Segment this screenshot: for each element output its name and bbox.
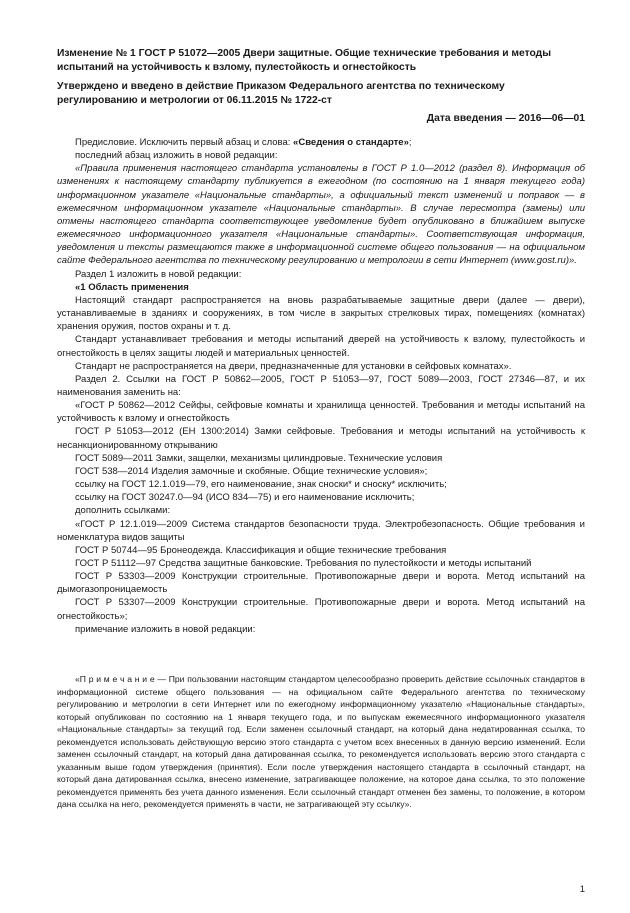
paragraph: Раздел 2. Ссылки на ГОСТ Р 50862—2005, ГОСТ Р 51053—97, ГОСТ 5089—2003, ГОСТ 27346—87, и их наименования заменить на:: [57, 373, 585, 398]
paragraph: дополнить ссылками:: [75, 505, 171, 517]
reference-item: ГОСТ 538—2014 Изделия замочные и скобяные. Общие технические условия»;: [75, 465, 428, 477]
amendment-body: [57, 136, 585, 636]
paragraph-quote: «Правила применения настоящего стандарта установлены в ГОСТ Р 1.0—2012 (раздел 8). Информация об изменениях к настоящему стандарту публикуется в ежегодном (по состоянию на 1 января текущего года) информационном указателе «Национальные стандарты», а официальный текст изменений и поправок — в ежемесячном информационном указателе «Национальные стандарты». В случае пересмотра (замены) или отмены настоящего стандарта соответствующее уведомление будет опубликовано в ближайшем выпуске ежемесячного информационного указателя «Национальные стандарты». Соответствующая информация, уведомления и тексты размещаются также в информационной системе общего пользования — на официальном сайте Федерального агентства по техническому регулированию и метрологии в сети Интернет (www.gost.ru)».: [57, 163, 585, 267]
section-heading: «1 Область применения: [75, 281, 189, 293]
reference-item: ГОСТ Р 51112—97 Средства защитные банковские. Требования по пулестойкости и методы испытаний: [75, 558, 532, 569]
reference-item: ГОСТ Р 51053—2012 (ЕН 1300:2014) Замки сейфовые. Требования и методы испытаний на устойчивость к несанкционированному открыванию: [57, 426, 585, 451]
approval-statement: Утверждено и введено в действие Приказом Федерального агентства по техническому регулированию и метрологии от 06.11.2015 № 1722-ст: [57, 81, 505, 106]
effective-date: Дата введения — 2016—06—01: [426, 113, 585, 124]
paragraph: Раздел 1 изложить в новой редакции:: [75, 268, 242, 280]
paragraph: Настоящий стандарт распространяется на вновь разрабатываемые защитные двери (далее — двери), устанавливаемые в зданиях и сооружениях, в том числе в закрытых стрелковых тирах, помещениях (комнатах) хранения оружия, постов охраны и т. д.: [57, 294, 585, 333]
page-number: 1: [579, 884, 585, 895]
paragraph: ссылку на ГОСТ 30247.0—94 (ИСО 834—75) и его наименование исключить;: [75, 492, 415, 504]
reference-item: ГОСТ Р 53303—2009 Конструкции строительные. Противопожарные двери и ворота. Метод испытаний на дымогазопроницаемость: [57, 571, 585, 596]
reference-item: ГОСТ 5089—2011 Замки, защелки, механизмы цилиндровые. Технические условия: [75, 452, 443, 464]
note-paragraph: «П р и м е ч а н и е — При пользовании настоящим стандартом целесообразно проверить действие ссылочных стандартов в информационной системе общего пользования — на официальном сайте Федерального агентства по техническому регулированию и метрологии в сети Интернет или по ежегодному информационному указателю «Национальные стандарты», который опубликован по состоянию на 1 января текущего года, и по выпускам ежемесячного информационного указателя «Национальные стандарты» за текущий год. Если заменен ссылочный стандарт, на который дана недатированная ссылка, то рекомендуется использовать действующую версию этого стандарта с учетом всех внесенных в данную версию изменений. Если заменен ссылочный стандарт, на который дана датированная ссылка, то рекомендуется использовать версию этого стандарта с указанным выше годом утверждения (принятия). Если после утверждения настоящего стандарта в ссылочный стандарт, на который дана датированная ссылка, внесено изменение, затрагивающее положение, на которое дана ссылка, то это положение рекомендуется применять без учета данного изменения. Если ссылочный стандарт отменен без замены, то положение, в котором дана ссылка на него, рекомендуется применять в части, не затрагивающей эту ссылку».: [57, 674, 585, 809]
reference-item: «ГОСТ Р 12.1.019—2009 Система стандартов безопасности труда. Электробезопасность. Общие требования и номенклатура видов защиты: [57, 518, 585, 543]
reference-item: «ГОСТ Р 50862—2012 Сейфы, сейфовые комнаты и хранилища ценностей. Требования и методы испытаний на устойчивость к взлому и огнестойкость: [57, 400, 585, 425]
amendment-title: Изменение № 1 ГОСТ Р 51072—2005 Двери защитные. Общие технические требования и методы испытаний на устойчивость к взлому, пулестойкость и огнестойкость: [57, 48, 552, 73]
paragraph: примечание изложить в новой редакции:: [75, 623, 256, 635]
paragraph: последний абзац изложить в новой редакции:: [75, 150, 278, 162]
paragraph: Стандарт устанавливает требования и методы испытаний дверей на устойчивость к взлому, пулестойкость и огнестойкость в целях защиты людей и материальных ценностей.: [57, 334, 585, 359]
paragraph: ссылку на ГОСТ 12.1.019—79, его наименование, знак сноски* и сноску* исключить;: [75, 479, 447, 491]
preface-bold-text: «Сведения о стандарте»: [293, 137, 409, 148]
reference-item: ГОСТ Р 50744—95 Бронеодежда. Классификация и общие технические требования: [75, 544, 447, 556]
preface-end: ;: [408, 137, 412, 148]
paragraph-preface: [57, 136, 585, 149]
paragraph: Стандарт не распространяется на двери, предназначенные для установки в сейфовых комнатах».: [75, 360, 512, 372]
reference-item: ГОСТ Р 53307—2009 Конструкции строительные. Противопожарные двери и ворота. Метод испытаний на огнестойкость»;: [57, 597, 585, 622]
preface-text: Предисловие. Исключить первый абзац и слова:: [75, 137, 294, 148]
